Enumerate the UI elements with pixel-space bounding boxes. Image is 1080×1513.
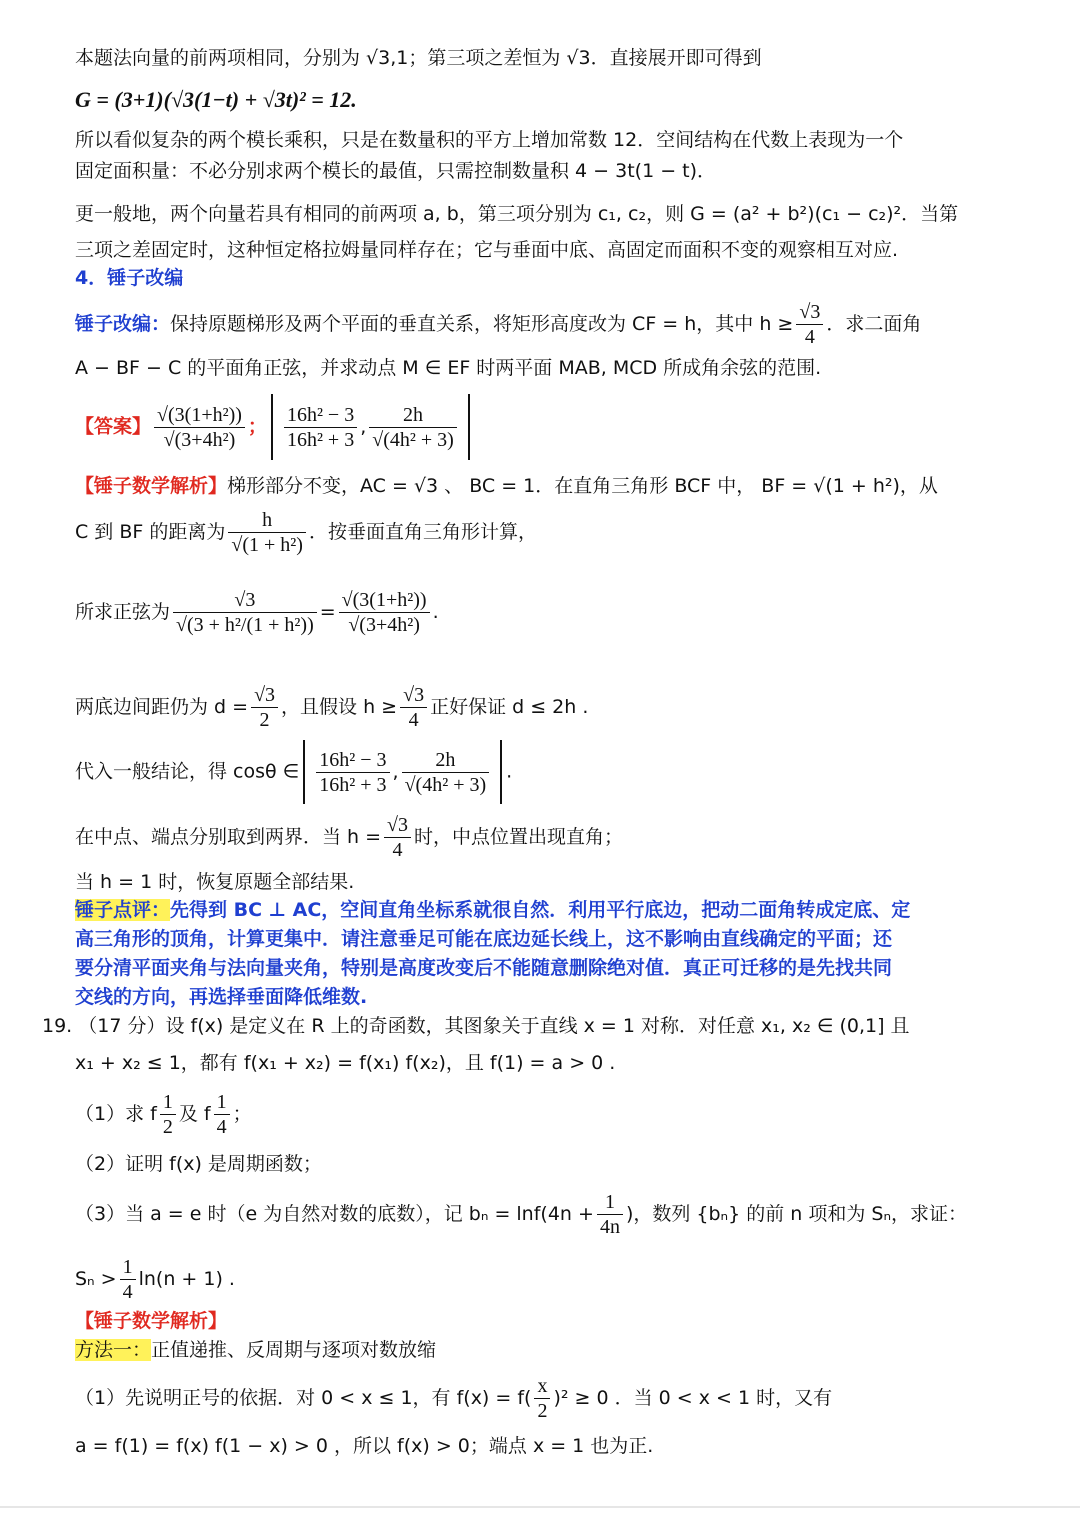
page-divider	[0, 1506, 1080, 1508]
answer-interval: $\frac{\text{16h² − 3}}{\text{16h² + 3}}$ , $\frac{2h}{\text{√(4h² + 3)}}$	[271, 394, 470, 460]
method-line: 方法一：正值递推、反周期与逐项对数放缩	[75, 1339, 437, 1361]
text-line: 两底边间距仍为 d = $\frac{√3}{2}$ ，且假设 h ≥ $\frac{√3}{4}$ 正好保证 d ≤ 2h .	[75, 684, 589, 731]
text-line: 当 h = 1 时，恢复原题全部结果.	[75, 871, 355, 893]
text-line: 本题法向量的前两项相同，分别为 √3,1；第三项之差恒为 √3．直接展开即可得到	[75, 47, 762, 69]
subquestion-1: （1）求 f $\frac{1}{2}$ 及 f $\frac{1}{4}$ ；	[75, 1091, 252, 1138]
solution-line: 【锤子数学解析】梯形部分不变，AC = √3 、 BC = 1．在直角三角形 BCF 中， BF = √(1 + h²)，从	[75, 475, 938, 497]
text-line: 所以看似复杂的两个模长乘积，只是在数量积的平方上增加常数 12．空间结构在代数上表现为一个	[75, 129, 904, 151]
question-19-text: x₁ + x₂ ≤ 1，都有 f(x₁ + x₂) = f(x₁) f(x₂)，且 f(1) = a > 0 .	[75, 1052, 616, 1074]
adaptation-line	[75, 300, 1030, 349]
answer-fraction: $\frac{\text{√(3(1+h²))}}{\text{√(3+4h²)}}$	[154, 403, 245, 452]
solution-label: 【锤子数学解析】	[75, 475, 228, 497]
review-line: 要分清平面夹角与法向量夹角，特别是高度改变后不能随意删除绝对值．真正可迁移的是先找共同	[75, 957, 893, 979]
answer-line: 【答案】 $\frac{\text{√(3(1+h²))}}{\text{√(3+4h²)}}$ ； $\frac{\text{16h² − 3}}{\text{16h² + 3}}$ , $\frac{2h}{\text{√(4h² + 3)}}$	[75, 394, 1030, 460]
text-line: a = f(1) = f(x) f(1 − x) > 0 ，所以 f(x) > 0；端点 x = 1 也为正.	[75, 1435, 654, 1457]
text-line: 三项之差固定时，这种恒定格拉姆量同样存在；它与垂面中底、高固定而面积不变的观察相互对应.	[75, 239, 899, 261]
subquestion-3: （3）当 a = e 时（e 为自然对数的底数），记 bₙ = lnf(4n + $\frac{1}{4n}$ )，数列 {bₙ} 的前 n 项和为 Sₙ，求证：	[75, 1191, 968, 1238]
adaptation-text: 保持原题梯形及两个平面的垂直关系，将矩形高度改为 CF = h，其中 h ≥	[170, 313, 794, 335]
adaptation-label: 锤子改编：	[75, 313, 171, 335]
solution-label: 【锤子数学解析】	[75, 1310, 228, 1332]
text-line: 更一般地，两个向量若具有相同的前两项 a, b，第三项分别为 c₁, c₂，则 G = (a² + b²)(c₁ − c₂)²．当第	[75, 203, 959, 225]
text-line: C 到 BF 的距离为 $\frac{h}{\text{√(1 + h²)}}$ ．按垂面直角三角形计算，	[75, 509, 537, 556]
text-line: 在中点、端点分别取到两界．当 h = $\frac{√3}{4}$ 时，中点位置出现直角；	[75, 814, 624, 861]
text-line: 代入一般结论，得 cosθ ∈ $\frac{\text{16h² − 3}}{\text{16h² + 3}}$ , $\frac{2h}{\text{√(4h² + 3)}}$ .	[75, 740, 1030, 804]
question-19-header: 19. （17 分）设 f(x) 是定义在 R 上的奇函数，其图象关于直线 x = 1 对称．对任意 x₁, x₂ ∈ (0,1] 且	[42, 1015, 910, 1037]
adaptation-tail: ．求二面角	[826, 313, 922, 335]
fraction: $\frac{√3}{4}$	[796, 300, 823, 349]
section-heading: 4．锤子改编	[75, 267, 184, 289]
review-line: 交线的方向，再选择垂面降低维数.	[75, 986, 368, 1008]
subquestion-2: （2）证明 f(x) 是周期函数；	[75, 1153, 322, 1175]
review-line: 锤子点评：先得到 BC ⊥ AC，空间直角坐标系就很自然．利用平行底边，把动二面角转成定底、定	[75, 899, 911, 921]
subquestion-3-claim: Sₙ > $\frac{1}{4}$ ln(n + 1) .	[75, 1256, 235, 1303]
review-line: 高三角形的顶角，计算更集中．请注意垂足可能在底边延长线上，这不影响由直线确定的平面；还	[75, 928, 893, 950]
text-line: 固定面积量：不必分别求两个模长的最值，只需控制数量积 4 − 3t(1 − t)．	[75, 160, 717, 182]
review-label: 锤子点评：	[75, 899, 171, 921]
formula-line: G = (3+1)(√3(1−t) + √3t)² = 12.	[75, 87, 357, 112]
method-label: 方法一：	[75, 1339, 152, 1361]
text-line: （1）先说明正号的依据．对 0 < x ≤ 1，有 f(x) = f( $\frac{x}{2}$ )² ≥ 0 ．当 0 < x < 1 时，又有	[75, 1375, 833, 1422]
answer-label: 【答案】	[75, 415, 152, 438]
text-line: 所求正弦为 $\frac{√3}{\text{√(3 + h²/(1 + h²))}}$ = $\frac{\text{√(3(1+h²))}}{\text{√(3+4h²)}}$ .	[75, 589, 439, 636]
text-line: A − BF − C 的平面角正弦，并求动点 M ∈ EF 时两平面 MAB, MCD 所成角余弦的范围.	[75, 357, 822, 379]
